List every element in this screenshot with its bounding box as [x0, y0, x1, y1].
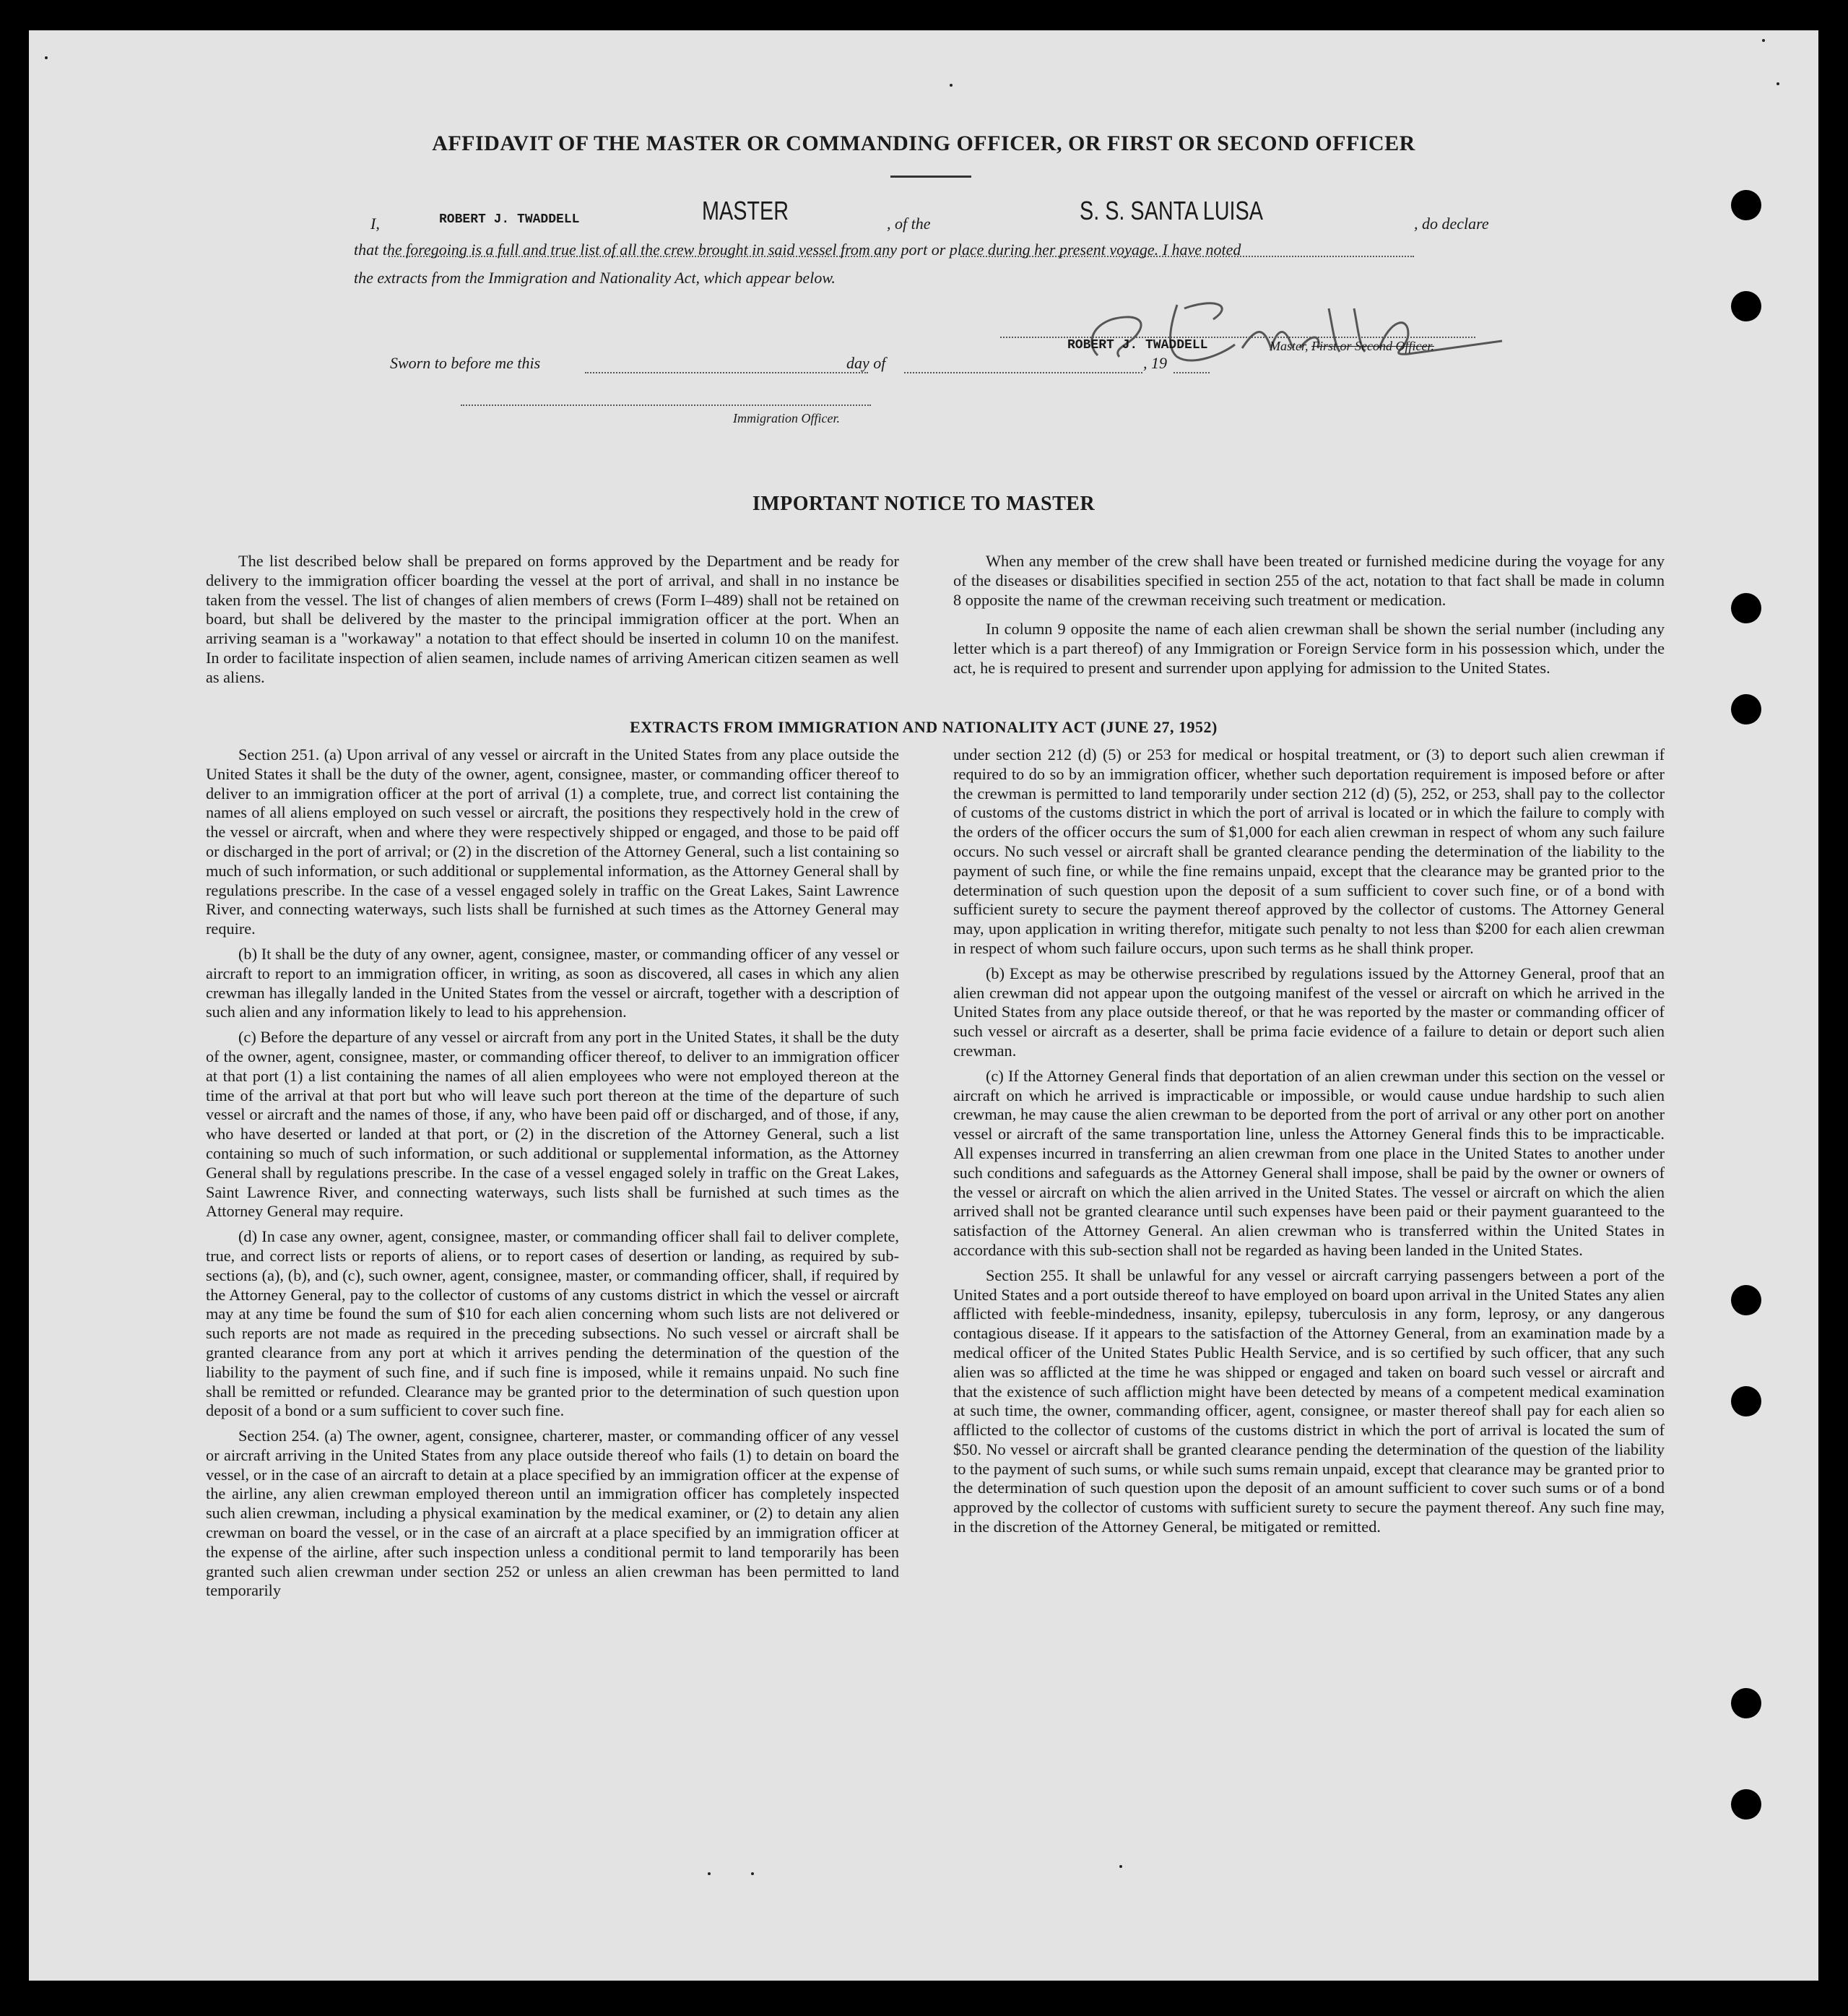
scan-speck [45, 56, 48, 59]
month-line [904, 372, 1142, 373]
notice-right-column [953, 552, 1665, 684]
officer-signature-line [461, 405, 871, 406]
scan-speck [1119, 1865, 1122, 1868]
notice-left-column [206, 552, 899, 693]
document-page [29, 30, 1818, 1981]
section-paragraph: Section 254. (a) The owner, agent, consignee, charterer, master, or commanding officer of any vessel or aircraft arriving in the United States from any place outside thereof who fails (1) to detain on board the vessel, or in the case of an aircraft to detain at a place specified by an immigration officer at the expense of the airline, any alien crewman employed thereon until an immigration officer has completely inspected such alien crewman, including a physical examination by the medical examiner, or (2) to detain any alien crewman on board the vessel, or in the case of an aircraft at a place specified by an immigration officer at the expense of the airline, after such inspection unless a conditional permit to land temporarily has been granted such alien crewman under section 252 or unless an alien crewman has been permitted to land temporarily [206, 1427, 899, 1600]
signature-role [1270, 339, 1434, 354]
section-paragraph: (c) If the Attorney General finds that deportation of an alien crewman under this section on the vessel or aircraft on which he arrived is impracticable or impossible, or would cause undue hardship to such alien crewman, he may cause the alien crewman to be deported from the port of arrival or any other port on another vessel or aircraft of the same transportation line, unless the Attorney General finds this to be impracticable. All expenses incurred in transferring an alien crewman from one place in the United States to another under such conditions and safeguards as the Attorney General shall impose, shall be paid by the owner or owners of the vessel or aircraft on which the alien arrived in the United States. The vessel or aircraft on which the alien arrived shall not be granted clearance until such expenses have been paid or their payment guaranteed to the satisfaction of the Attorney General. An alien crewman who is transferred within the United States in accordance with this sub-section shall not be regarded as having been landed in the United States. [953, 1066, 1665, 1259]
prefix-i: I, [370, 215, 380, 233]
extracts-left-column [206, 745, 899, 1606]
section-paragraph: (b) It shall be the duty of any owner, agent, consignee, master, or commanding officer of any vessel or aircraft to report to an immigration officer, in writing, as soon as discovered, all cases in which any alien crewman has illegally landed in the United States from the vessel or aircraft, together with a description of such alien and any information likely to lead to his apprehension. [206, 944, 899, 1021]
sworn-day-line [585, 372, 868, 373]
punch-hole [1731, 190, 1761, 220]
scan-speck [1762, 39, 1765, 42]
affidavit-title: AFFIDAVIT OF THE MASTER OR COMMANDING OFFICER, OR FIRST OR SECOND OFFICER [432, 131, 1415, 155]
punch-hole [1731, 291, 1761, 321]
extracts-right-column [953, 745, 1665, 1543]
role-struck: First or Second Officer. [1311, 339, 1434, 353]
title-divider [890, 176, 971, 178]
extracts-heading: EXTRACTS FROM IMMIGRATION AND NATIONALITY ACT (JUNE 27, 1952) [630, 718, 1218, 736]
signature-typed-name: ROBERT J. TWADDELL [1067, 338, 1208, 352]
scan-speck [708, 1872, 711, 1875]
section-paragraph: Section 255. It shall be unlawful for any vessel or aircraft carrying passengers between a port of the United States and a port outside thereof to have employed on board upon arrival in the United States any alien afflicted with feeble-mindedness, insanity, epilepsy, tuberculosis in any form, leprosy, or any dangerous contagious disease. If it appears to the satisfaction of the Attorney General, from an examination made by a medical officer of the United States Public Health Service, and is so certified by such officer, that any such alien was so afflicted at the time he was shipped or engaged and taken on board such vessel or aircraft and that the existence of such affliction might have been detected by means of a competent medical examination at such time, the owner, commanding officer, agent, consignee, or master thereof shall pay for each alien so afflicted to the collector of customs of the customs district in which the port of arrival is located the sum of $50. No vessel or aircraft shall be granted clearance pending the determination of the question of the liability to the payment of such sums, or while such sums remain unpaid, except that clearance may be granted prior to the determination of such question upon the deposit of an amount sufficient to cover such sums or of a bond approved by the collector of customs with sufficient surety to secure the payment thereof. Any such fine may, in the discretion of the Attorney General, be mitigated or remitted. [953, 1266, 1665, 1536]
year-label: , 19 [1143, 354, 1167, 372]
do-declare-label: , do declare [1414, 215, 1489, 233]
year-line [1174, 372, 1210, 373]
scan-speck [751, 1872, 754, 1875]
punch-hole [1731, 593, 1761, 623]
vessel-stamp: S. S. SANTA LUISA [1080, 196, 1263, 225]
statement-line-1: that the foregoing is a full and true list of all the crew brought in said vessel from any port or place during her present voyage. I have noted [354, 241, 1241, 259]
day-of-label: day of [846, 354, 886, 372]
section-paragraph: Section 251. (a) Upon arrival of any vessel or aircraft in the United States from any place outside the United States it shall be the duty of the owner, agent, consignee, master, or commanding officer thereof to deliver to an immigration officer at the port of arrival (1) a complete, true, and correct list containing the names of all aliens employed on such vessel or aircraft, the positions they respectively hold in the crew of the vessel or aircraft, when and where they were respectively shipped or engaged, and those to be paid off or discharged in the port of arrival; or (2) in the discretion of the Attorney General, such a list containing so much of such information, or such additional or supplemental information, as the Attorney General shall by regulations prescribe. In the case of a vessel engaged solely in traffic on the Great Lakes, Saint Lawrence River, and connecting waterways, such lists shall be furnished at such times as the Attorney General may require. [206, 745, 899, 938]
section-paragraph: (d) In case any owner, agent, consignee, master, or commanding officer shall fail to deliver complete, true, and correct lists or reports of aliens, or to report cases of desertion or landing, as required by sub-sections (a), (b), and (c), such owner, agent, consignee, master, or commanding officer, shall, if required by the Attorney General, pay to the collector of customs of any customs district in which the vessel or aircraft may at any time be found the sum of $10 for each alien concerning whom such lists are not delivered or such reports are not made as required in the preceding subsections. No such vessel or aircraft shall be granted clearance from any port at which it arrives pending the determination of the question of the liability to the payment of such fine, and if such fine is imposed, while it remains unpaid. No such fine shall be remitted or refunded. Clearance may be granted prior to the determination of such question upon deposit of a bond or a sum sufficient to cover such fine. [206, 1227, 899, 1420]
scan-speck [1777, 82, 1779, 85]
punch-hole [1731, 1285, 1761, 1315]
rank-stamp: MASTER [702, 196, 789, 225]
statement-line-2: the extracts from the Immigration and Nationality Act, which appear below. [354, 269, 836, 287]
notice-paragraph: When any member of the crew shall have been treated or furnished medicine during the voyage for any of the diseases or disabilities specified in section 255 of the act, notation to that fact shall be made in column 8 opposite the name of the crewman receiving such treatment or medication. [953, 552, 1665, 609]
punch-hole [1731, 1789, 1761, 1820]
notice-paragraph: The list described below shall be prepared on forms approved by the Department and be ready for delivery to the immigration officer boarding the vessel at the port of arrival, and shall in no instance be taken from the vessel. The list of changes of alien members of crews (Form I–489) shall not be retained on board, but shall be delivered by the master to the principal immigration officer at the port. When an arriving seaman is a "workaway" a notation to that effect should be inserted in column 10 on the manifest. In order to facilitate inspection of alien seamen, include names of arriving American citizen seamen as well as aliens. [206, 552, 899, 686]
scan-speck [950, 84, 953, 87]
of-the-label: , of the [887, 215, 931, 233]
punch-hole [1731, 694, 1761, 724]
typed-name: ROBERT J. TWADDELL [439, 212, 580, 227]
role-master: Master, [1270, 339, 1309, 353]
immigration-officer-label: Immigration Officer. [733, 411, 840, 425]
punch-hole [1731, 1688, 1761, 1718]
section-paragraph: (b) Except as may be otherwise prescribed by regulations issued by the Attorney General, proof that an alien crewman did not appear upon the outgoing manifest of the vessel or aircraft on which he arrived in the United States from any place outside thereof, or that he was reported by the master or commanding officer of such vessel or aircraft as a deserter, shall be prima facie evidence of a failure to detain or deport such alien crewman. [953, 964, 1665, 1060]
notice-heading: IMPORTANT NOTICE TO MASTER [752, 493, 1096, 515]
punch-hole [1731, 1386, 1761, 1416]
handwritten-signature [1069, 276, 1531, 377]
sworn-label: Sworn to before me this [390, 354, 541, 372]
notice-paragraph: In column 9 opposite the name of each alien crewman shall be shown the serial number (including any letter which is a part thereof) of any Immigration or Foreign Service form in his possession which, under the act, he is required to present and surrender upon applying for admission to the United States. [953, 620, 1665, 677]
section-paragraph: (c) Before the departure of any vessel or aircraft from any port in the United States, it shall be the duty of the owner, agent, consignee, master, or commanding officer thereof, to deliver to an immigration officer at that port (1) a list containing the names of all alien employees who were not employed thereon at the time of the arrival at that port but who will leave such port thereon at the time of the departure of such vessel or aircraft and the names of those, if any, who have been paid off or discharged, and of those, if any, who have deserted or landed at that port, or (2) in the discretion of the Attorney General, such a list containing so much of such information, or such additional or supplemental information, as the Attorney General shall by regulations prescribe. In the case of a vessel engaged solely in traffic on the Great Lakes, Saint Lawrence River, and connecting waterways, such lists shall be furnished at such times as the Attorney General may require. [206, 1028, 899, 1221]
section-paragraph: under section 212 (d) (5) or 253 for medical or hospital treatment, or (3) to deport such alien crewman if required to do so by an immigration officer, whether such deportation requirement is imposed before or after the crewman is permitted to land temporarily under section 212 (d) (5), 252, or 253, shall pay to the collector of customs of the customs district in which the port of arrival is located or in which the failure to comply with the orders of the officer occurs the sum of $1,000 for each alien crewman in respect of whom any such failure occurs. No such vessel or aircraft shall be granted clearance pending the determination of the liability to the payment of such fine, or while the fine remains unpaid, except that the clearance may be granted prior to the determination of such question upon the deposit of a sum sufficient to cover such fine, or of a bond with sufficient surety to secure the payment thereof approved by the collector of customs. The Attorney General may, upon application in writing therefor, mitigate such penalty to not less than $200 for each alien crewman in respect of whom such failure occurs, upon such terms as he shall think proper. [953, 745, 1665, 957]
